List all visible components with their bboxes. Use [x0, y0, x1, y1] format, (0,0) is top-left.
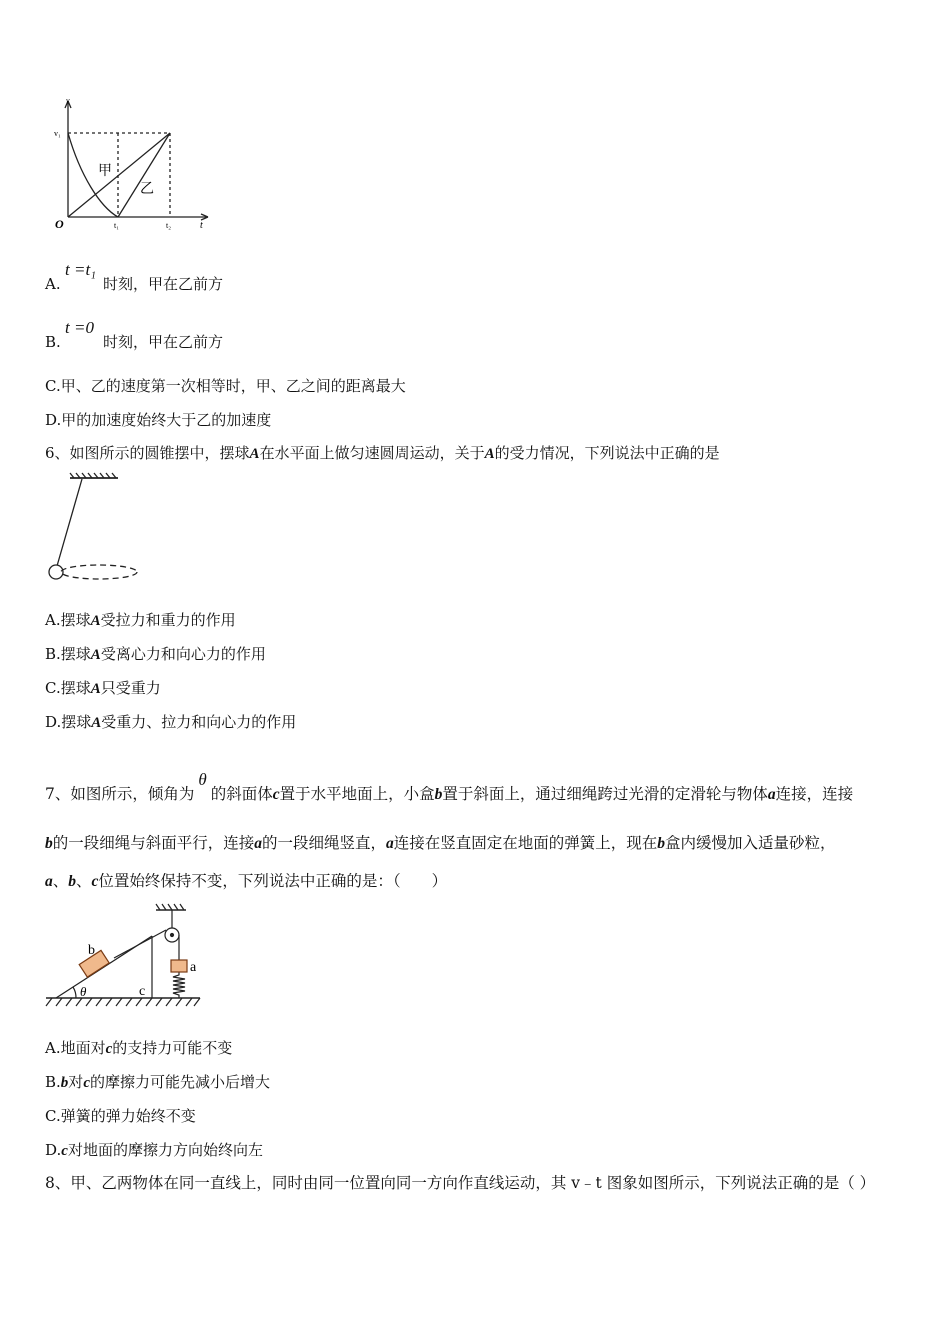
q7-option-d: D.c对地面的摩擦力方向始终向左 — [45, 1141, 263, 1159]
math-t-equals-t1: t =t₁ — [65, 260, 97, 279]
origin-label: O — [55, 217, 64, 231]
v-axis-label: v — [66, 96, 70, 105]
q7-option-c: C.弹簧的弹力始终不变 — [45, 1107, 196, 1125]
t2-label: t₂ — [166, 221, 172, 230]
pendulum-ball — [49, 565, 63, 579]
conical-pendulum-figure — [42, 472, 152, 587]
math-t-equals-0: t =0 — [65, 318, 94, 337]
q7-stem-line3: a、b、c位置始终保持不变，下列说法中正确的是：（ ） — [45, 872, 448, 890]
spring — [173, 972, 185, 998]
label-b: b — [88, 943, 95, 958]
v1-label: v₁ — [54, 129, 61, 138]
q6-stem: 6、如图所示的圆锥摆中，摆球A在水平面上做匀速圆周运动，关于A的受力情况，下列说法中正确的是 — [45, 444, 720, 462]
pendulum-string — [57, 479, 82, 566]
q6-option-b: B.摆球A受离心力和向心力的作用 — [45, 645, 266, 663]
label-theta: θ — [80, 984, 87, 999]
label-c: c — [139, 984, 146, 999]
q7-option-a: A.地面对c的支持力可能不变 — [45, 1039, 233, 1057]
q7-stem-line2: b的一段细绳与斜面平行，连接a的一段细绳竖直，a连接在竖直固定在地面的弹簧上，现在b盒内缓慢加入适量砂粒， — [45, 834, 836, 852]
q8-stem: 8、甲、乙两物体在同一直线上，同时由同一位置向同一方向作直线运动，其 v﹣t 图象如图所示，下列说法正确的是（ ） — [45, 1174, 876, 1192]
jia-label: 甲 — [98, 164, 112, 179]
block-a — [171, 960, 187, 972]
line-yi — [118, 133, 170, 217]
q5-option-c: C.甲、乙的速度第一次相等时，甲、乙之间的距离最大 — [45, 377, 406, 395]
q6-option-d: D.摆球A受重力、拉力和向心力的作用 — [45, 713, 297, 731]
incline-pulley-figure — [42, 900, 212, 1015]
math-theta: θ — [198, 770, 207, 789]
q5-option-d: D.甲的加速度始终大于乙的加速度 — [45, 411, 272, 429]
t1-label: t₁ — [114, 221, 120, 230]
t-axis-label: t — [200, 220, 203, 231]
q7-option-b: B.b对c的摩擦力可能先减小后增大 — [45, 1073, 270, 1091]
label-a: a — [190, 960, 197, 975]
vt-graph-figure — [50, 95, 220, 240]
q7-stem-line1: 7、如图所示，倾角为θ的斜面体c置于水平地面上，小盒b置于斜面上，通过细绳跨过光滑的定滑轮与物体a连接，连接 — [45, 770, 854, 803]
q6-option-c: C.摆球A只受重力 — [45, 679, 161, 697]
yi-label: 乙 — [140, 182, 154, 197]
line-jia — [68, 133, 170, 217]
circular-path — [61, 565, 137, 579]
q6-option-a: A.摆球A受拉力和重力的作用 — [45, 611, 236, 629]
